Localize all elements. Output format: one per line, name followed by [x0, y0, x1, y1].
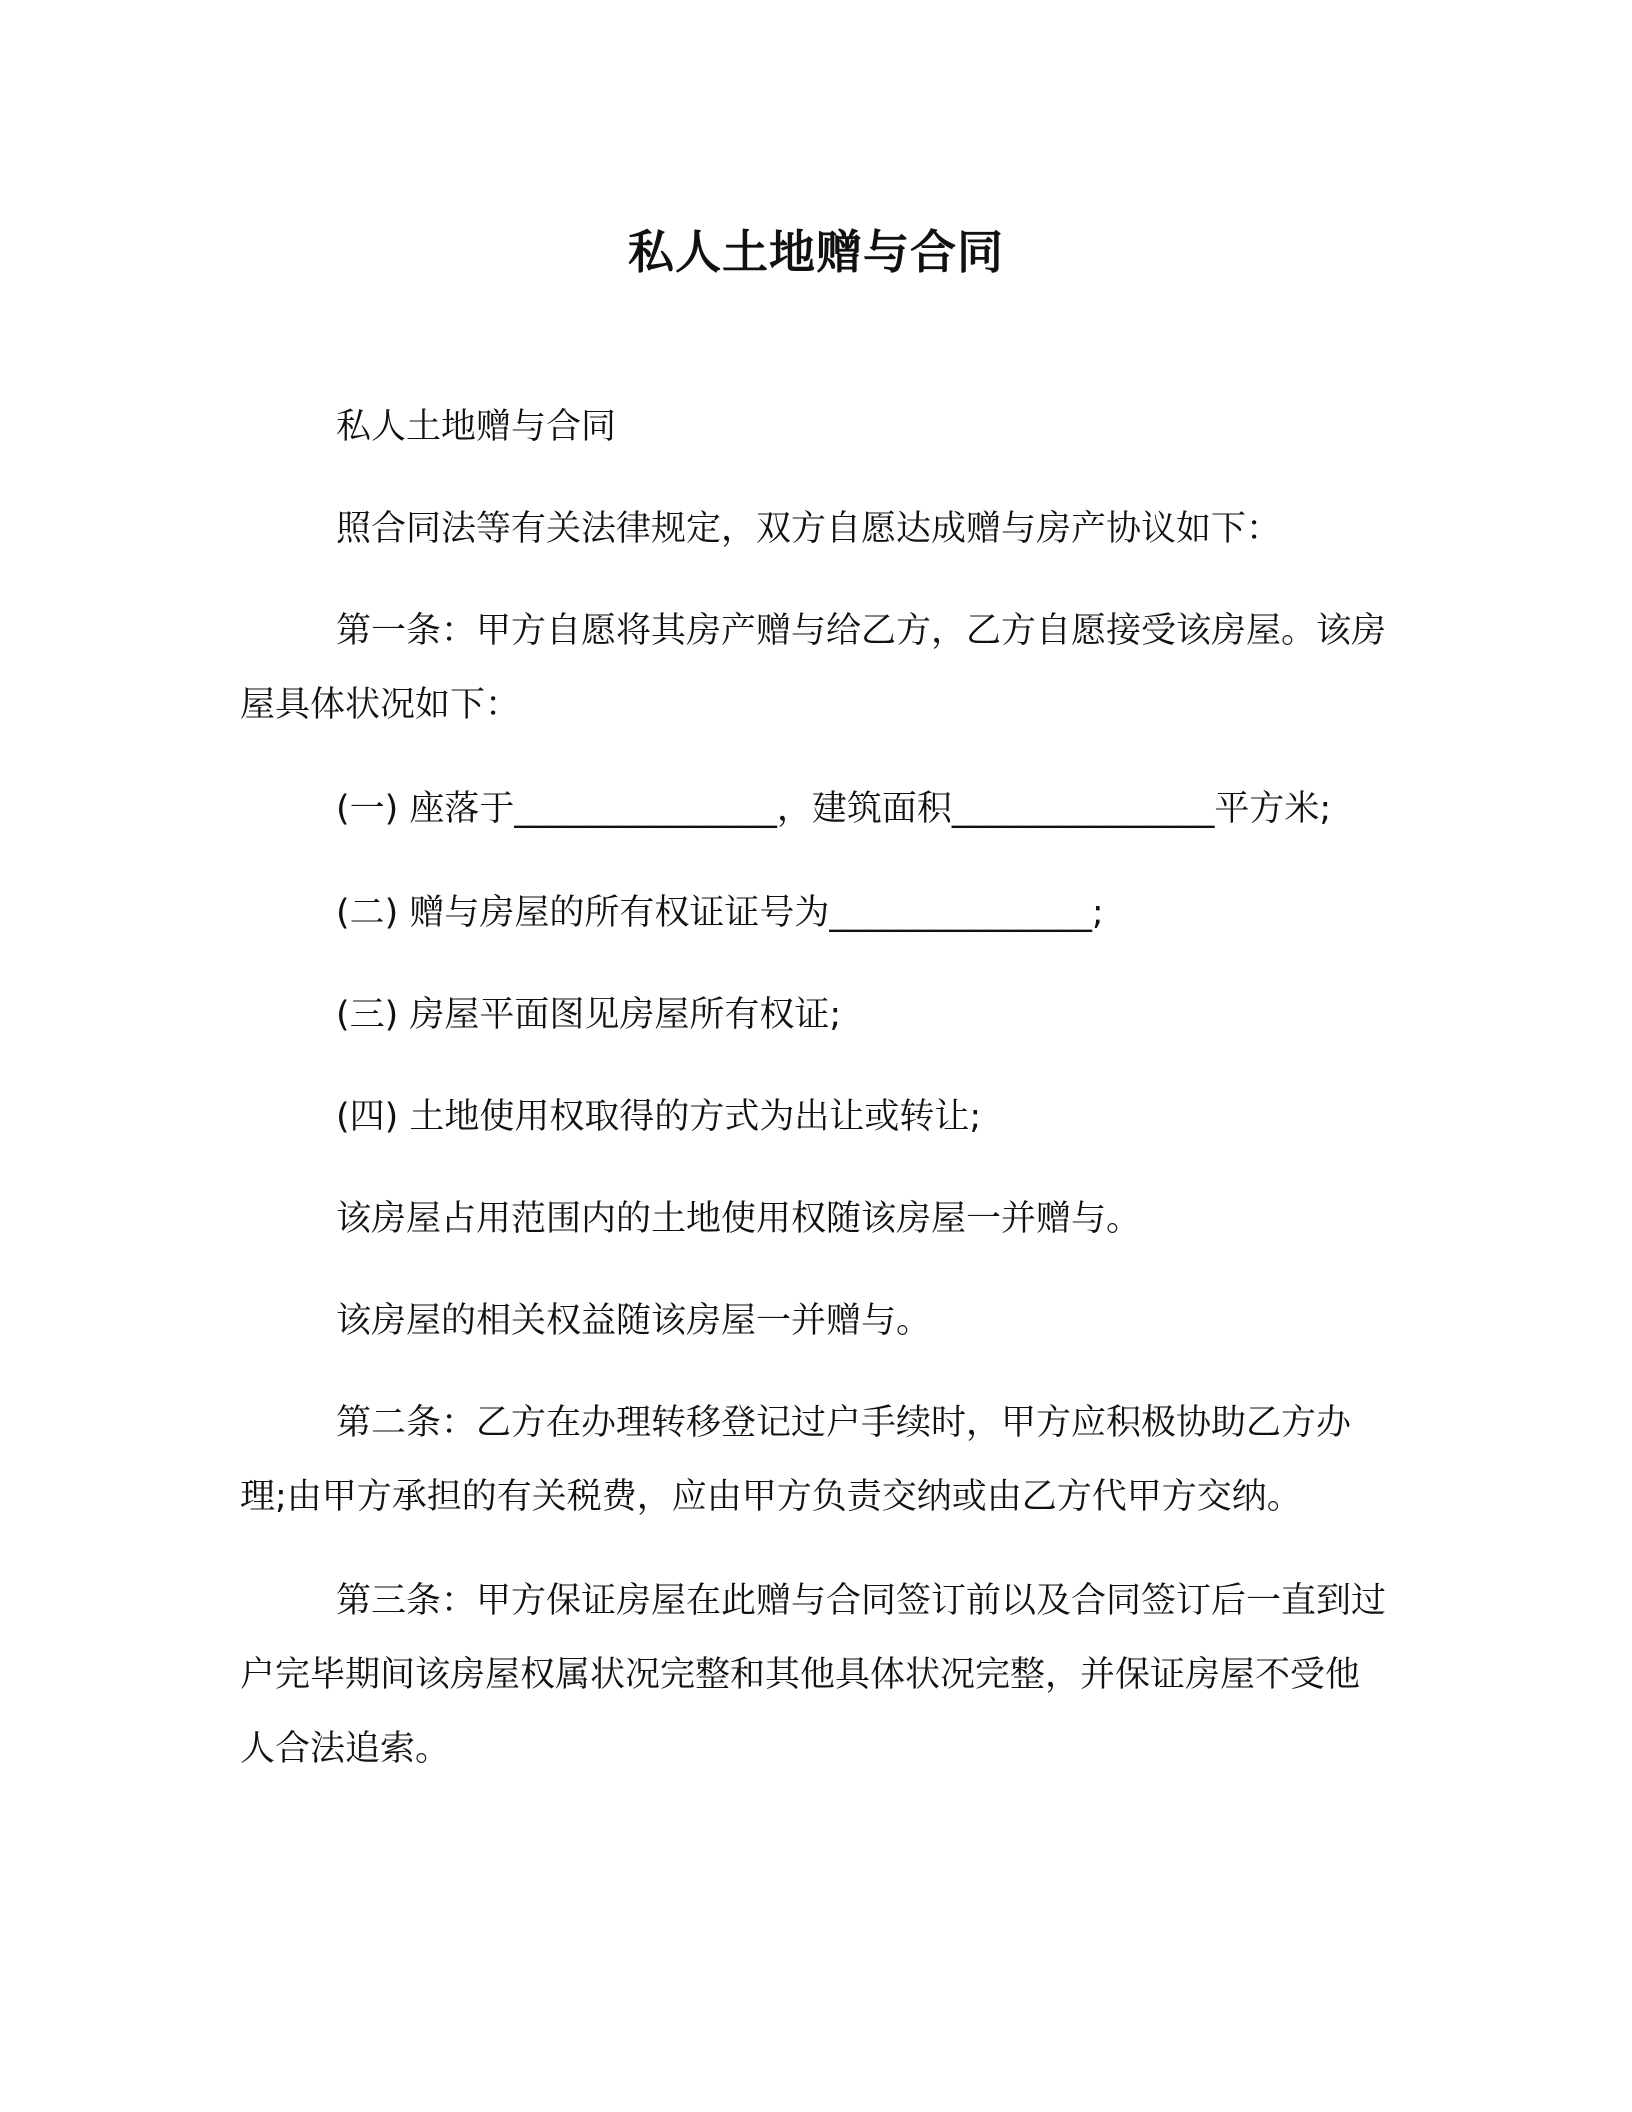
- paragraph-item-1: (一) 座落于_______________，建筑面积_______________平方米;: [336, 789, 1332, 829]
- paragraph-item-4: (四) 土地使用权取得的方式为出让或转让;: [336, 1097, 982, 1137]
- paragraph-land-use-right: 该房屋占用范围内的土地使用权随该房屋一并赠与。: [336, 1199, 1142, 1239]
- paragraph-article-1: 第一条：甲方自愿将其房产赠与给乙方，乙方自愿接受该房屋。该房屋具体状况如下：: [240, 611, 1387, 725]
- paragraph-heading: 私人土地赠与合同: [336, 407, 617, 447]
- paragraph-item-3: (三) 房屋平面图见房屋所有权证;: [336, 995, 842, 1035]
- document-body: [240, 390, 1390, 1816]
- paragraph-article-3: 第三条：甲方保证房屋在此赠与合同签订前以及合同签订后一直到过户完毕期间该房屋权属状况完整和其他具体状况完整，并保证房屋不受他人合法追索。: [240, 1581, 1387, 1769]
- paragraph-article-2: 第二条：乙方在办理转移登记过户手续时，甲方应积极协助乙方办理;由甲方承担的有关税费，应由甲方负责交纳或由乙方代甲方交纳。: [240, 1403, 1352, 1517]
- paragraph-item-2: (二) 赠与房屋的所有权证证号为_______________;: [336, 893, 1104, 933]
- paragraph-related-rights: 该房屋的相关权益随该房屋一并赠与。: [336, 1301, 932, 1341]
- document-title: 私人土地赠与合同: [628, 225, 1004, 279]
- paragraph-intro: 照合同法等有关法律规定，双方自愿达成赠与房产协议如下：: [336, 509, 1282, 549]
